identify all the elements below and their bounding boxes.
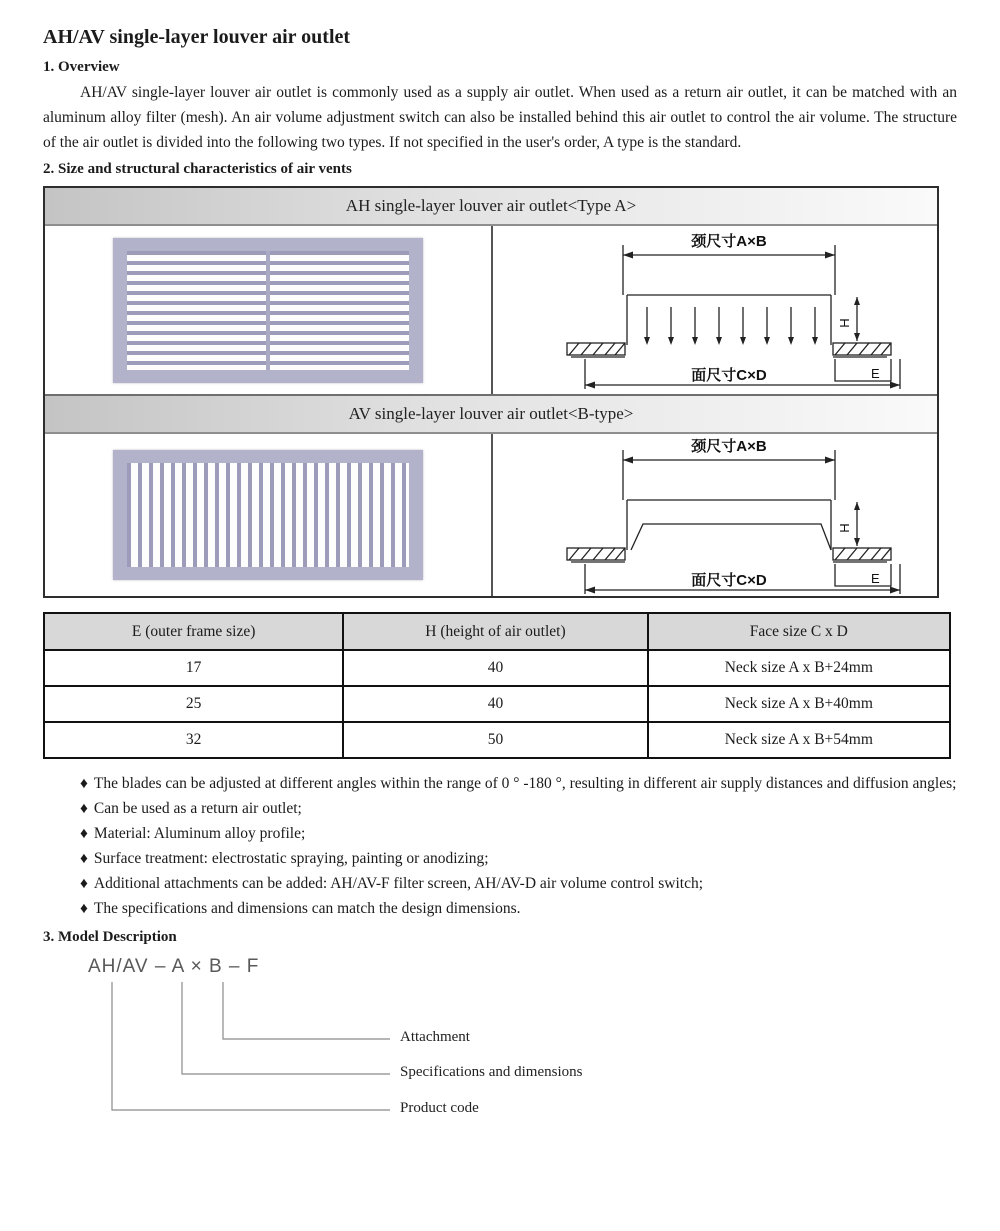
model-label-specifications: Specifications and dimensions (400, 1064, 583, 1080)
col-header-h: H (height of air outlet) (343, 613, 647, 650)
feature-text: Material: Aluminum alloy profile; (93, 825, 306, 842)
model-connector-lines (43, 954, 957, 1139)
diamond-bullet-icon: ♦ (80, 850, 88, 867)
frame-label-a: E (871, 366, 880, 381)
panel-b-row (45, 434, 937, 596)
cell-e-value: 17 (44, 650, 343, 686)
diamond-bullet-icon: ♦ (80, 775, 88, 792)
neck-size-label-a: 颈尺寸A×B (691, 233, 767, 250)
louver-grille-horizontal-image (113, 238, 423, 383)
louver-grille-vertical-image (113, 450, 423, 580)
page-title: AH/AV single-layer louver air outlet (43, 26, 351, 48)
list-item (43, 796, 957, 821)
dimension-table (43, 612, 951, 759)
height-label-a: H (837, 318, 852, 328)
table-header-row (44, 613, 950, 650)
diamond-bullet-icon: ♦ (80, 800, 88, 817)
list-item (43, 896, 957, 921)
neck-size-label-b: 颈尺寸A×B (691, 438, 767, 455)
panel-a-title: AH single-layer louver air outlet<Type A> (45, 188, 937, 226)
diamond-bullet-icon: ♦ (80, 875, 88, 892)
panel-b-drawing-cell (493, 434, 937, 596)
type-a-section-drawing (505, 229, 925, 391)
frame-label-b: E (871, 571, 880, 586)
table-row (44, 686, 950, 722)
feature-text: Can be used as a return air outlet; (93, 800, 302, 817)
feature-text: Surface treatment: electrostatic spraying, painting or anodizing; (93, 850, 489, 867)
face-size-label-a: 面尺寸C×D (691, 367, 767, 384)
size-heading: 2. Size and structural characteristics of air vents (43, 161, 352, 177)
height-label-b: H (837, 523, 852, 533)
table-row (44, 722, 950, 758)
cell-e-value: 25 (44, 686, 343, 722)
vertical-slats (127, 463, 409, 567)
panel-b-photo-cell (45, 434, 493, 596)
model-description-diagram (43, 954, 957, 1139)
list-item (43, 871, 957, 896)
table-row (44, 650, 950, 686)
list-item (43, 846, 957, 871)
diamond-bullet-icon: ♦ (80, 900, 88, 917)
panel-a-photo-cell (45, 226, 493, 394)
figure-box (43, 186, 939, 598)
model-code: AH/AV – A × B – F (88, 956, 260, 977)
grille-center-divider (266, 251, 270, 370)
cell-h-value: 40 (343, 686, 647, 722)
cell-face-value: Neck size A x B+24mm (648, 650, 950, 686)
panel-a-row (45, 226, 937, 394)
model-label-product-code: Product code (400, 1100, 479, 1116)
type-b-section-drawing (505, 434, 925, 596)
diamond-bullet-icon: ♦ (80, 825, 88, 842)
face-size-label-b: 面尺寸C×D (691, 572, 767, 589)
col-header-e: E (outer frame size) (44, 613, 343, 650)
overview-heading: 1. Overview (43, 59, 120, 75)
feature-text: The blades can be adjusted at different angles within the range of 0 ° -180 °, resulting in different air supply distances and diffusion angles; (93, 775, 957, 792)
list-item (43, 821, 957, 846)
feature-text: Additional attachments can be added: AH/AV-F filter screen, AH/AV-D air volume control switch; (93, 875, 704, 892)
list-item (43, 771, 957, 796)
feature-text: The specifications and dimensions can match the design dimensions. (93, 900, 521, 917)
feature-list (43, 771, 957, 921)
model-label-attachment: Attachment (400, 1029, 470, 1045)
col-header-face: Face size C x D (648, 613, 950, 650)
cell-h-value: 40 (343, 650, 647, 686)
model-heading: 3. Model Description (43, 929, 177, 945)
overview-paragraph: AH/AV single-layer louver air outlet is commonly used as a supply air outlet. When used as a return air outlet, it can be matched with an aluminum alloy filter (mesh). An air volume adjustment switch can also be installed behind this air outlet to control the air volume. The structure of the air outlet is divided into the following two types. If not specified in the user's order, A type is the standard. (43, 84, 957, 151)
cell-h-value: 50 (343, 722, 647, 758)
horizontal-slats (127, 251, 409, 370)
cell-e-value: 32 (44, 722, 343, 758)
cell-face-value: Neck size A x B+54mm (648, 722, 950, 758)
panel-a-drawing-cell (493, 226, 937, 394)
panel-b-title: AV single-layer louver air outlet<B-type> (45, 394, 937, 434)
cell-face-value: Neck size A x B+40mm (648, 686, 950, 722)
